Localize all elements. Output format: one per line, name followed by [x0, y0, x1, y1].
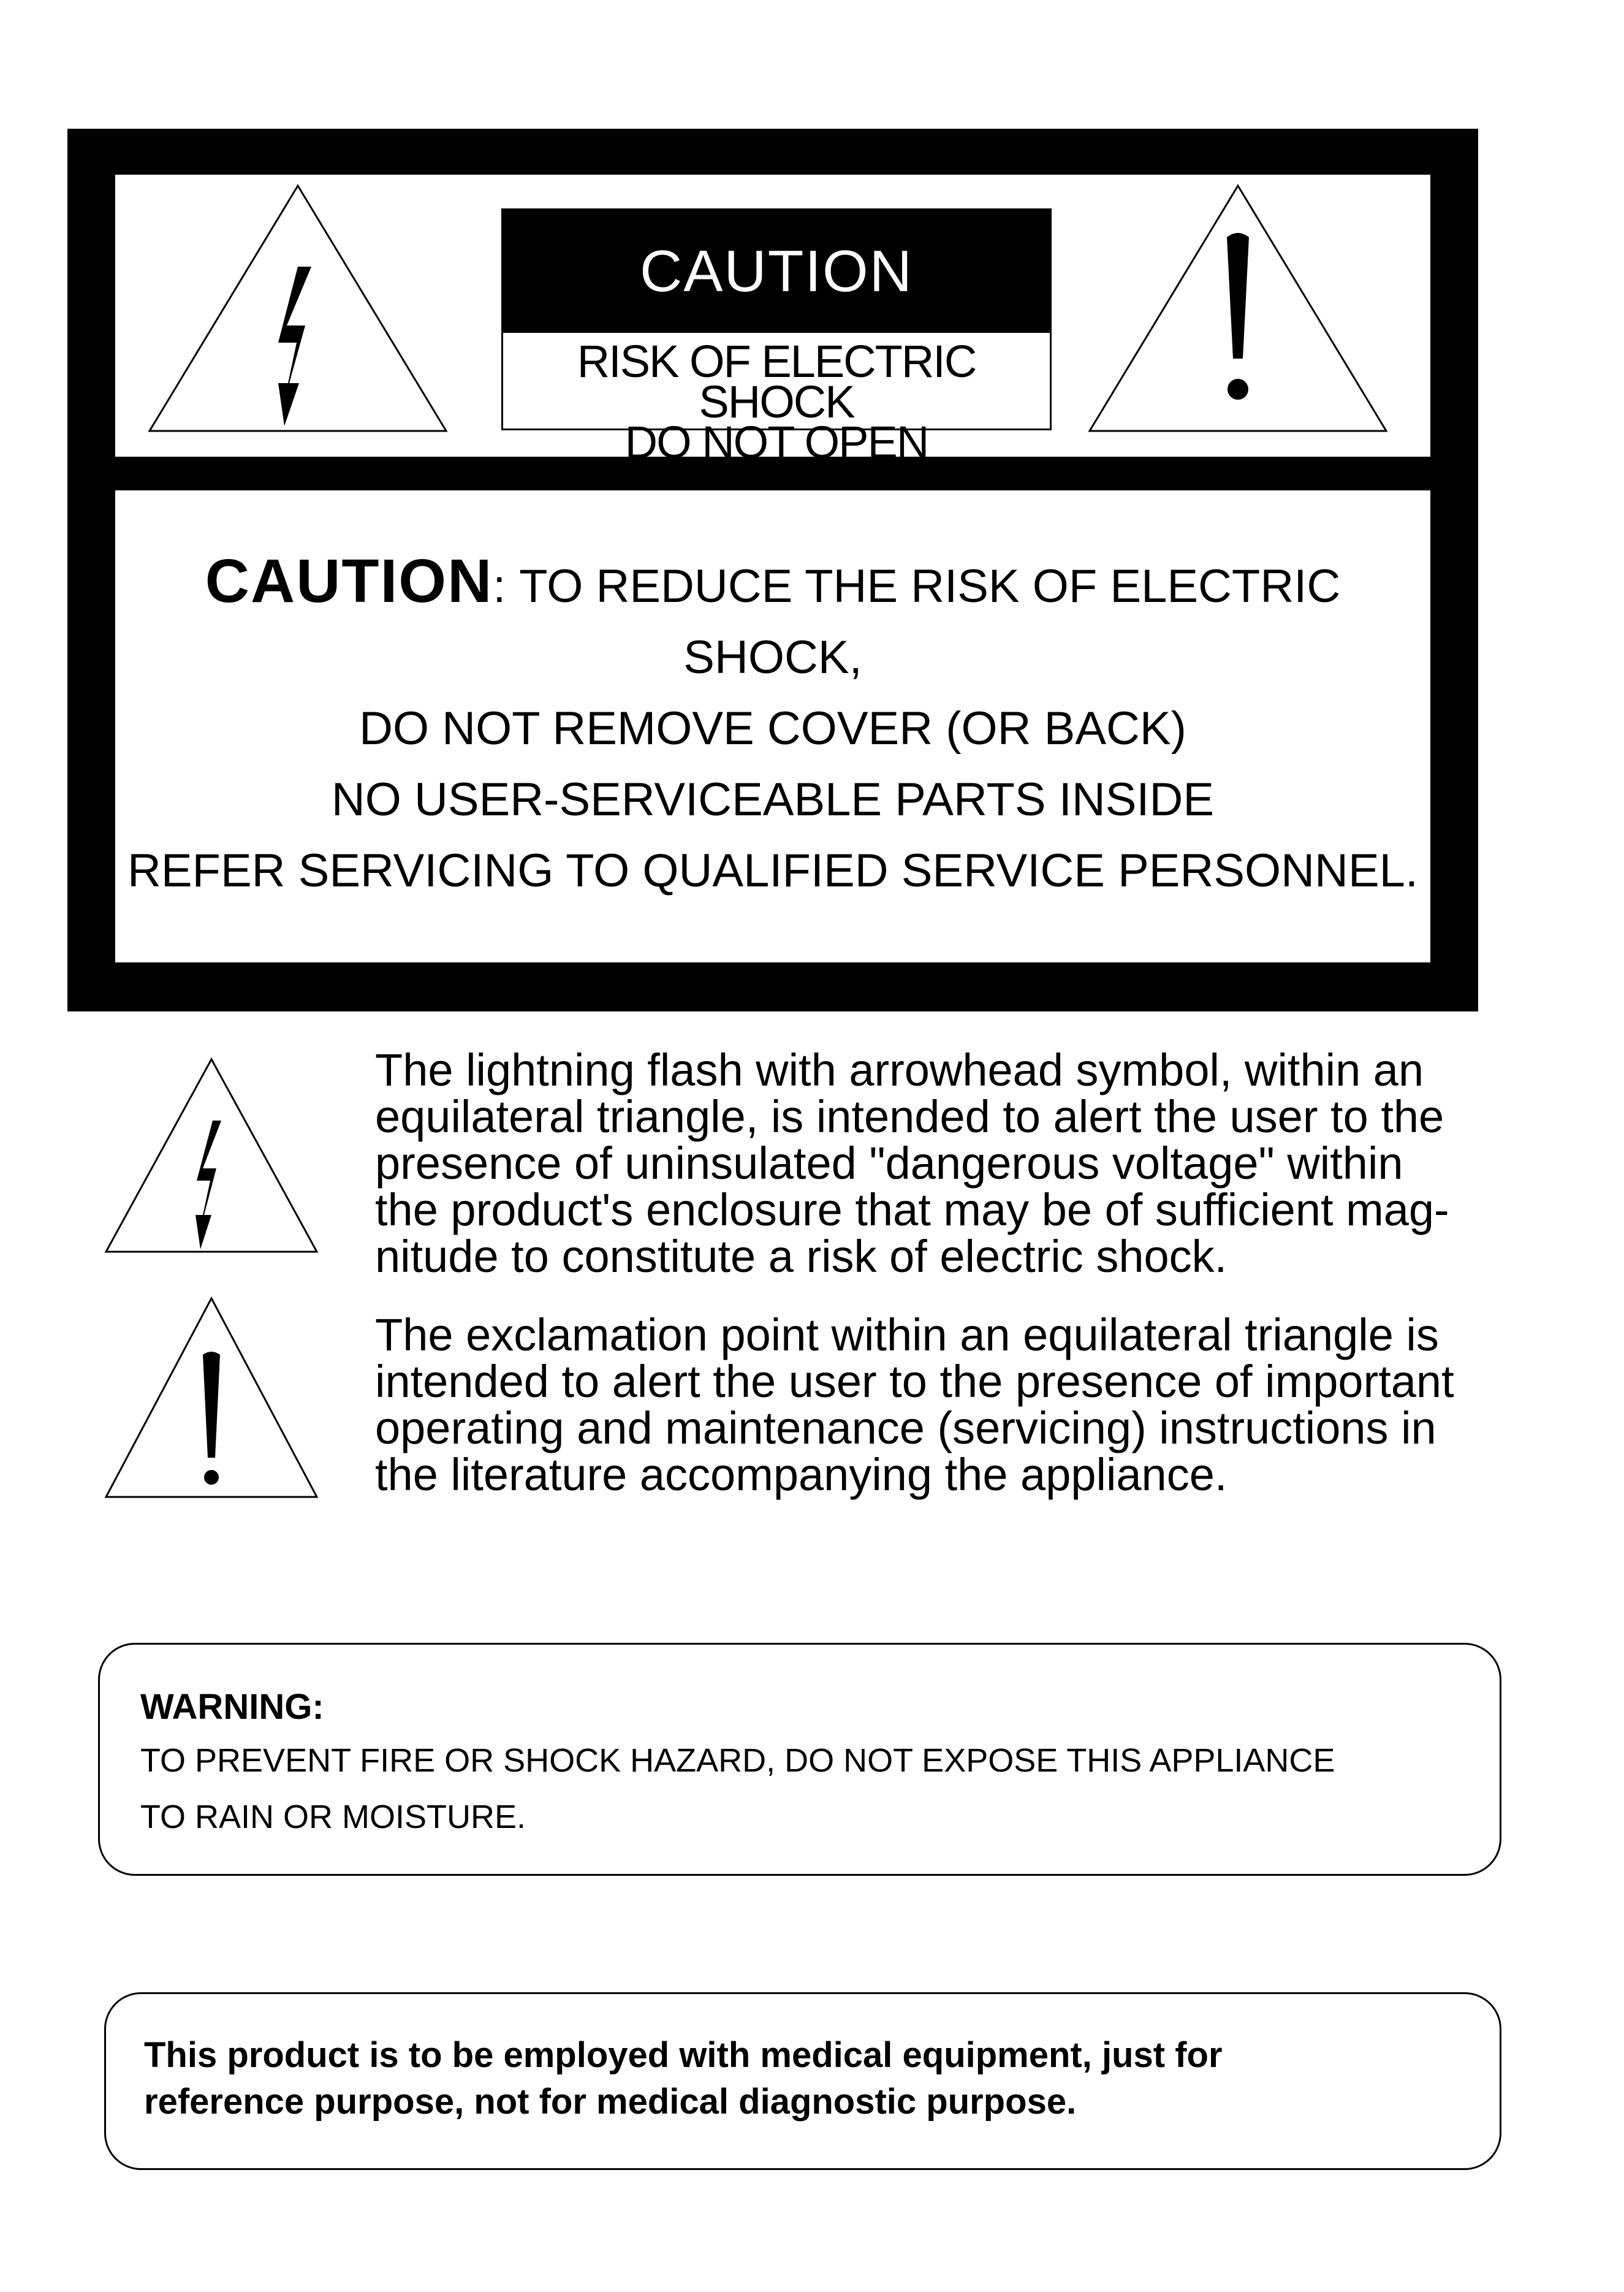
exclamation-desc-line-2: intended to alert the user to the presence of important [375, 1356, 1454, 1407]
warning-box [98, 1643, 1501, 1876]
lightning-desc-line-5: nitude to constitute a risk of electric shock. [375, 1231, 1227, 1282]
caution-label-panel [115, 175, 1430, 468]
lightning-triangle-icon [101, 1054, 322, 1257]
lightning-triangle-icon [145, 181, 451, 438]
lightning-symbol-description [375, 1047, 1490, 1280]
caution-label-bold: CAUTION [205, 547, 493, 615]
warning-line-1: TO PREVENT FIRE OR SHOCK HAZARD, DO NOT EXPOSE THIS APPLIANCE [140, 1742, 1335, 1779]
lightning-desc-line-2: equilateral triangle, is intended to alert the user to the [375, 1091, 1444, 1142]
caution-statement-line-1 [115, 546, 1430, 622]
exclamation-desc-line-3: operating and maintenance (servicing) instructions in [375, 1403, 1436, 1453]
exclamation-symbol-description [375, 1309, 1490, 1500]
caution-statement [115, 546, 1430, 907]
caution-label [501, 208, 1052, 468]
caution-statement-line-2: SHOCK, [683, 631, 862, 683]
warning-title: WARNING: [140, 1687, 324, 1727]
risk-line-2: DO NOT OPEN [624, 417, 928, 468]
exclamation-triangle-icon [1085, 181, 1391, 438]
lightning-desc-line-3: presence of uninsulated "dangerous voltage" within [375, 1138, 1403, 1189]
risk-line-1: RISK OF ELECTRIC SHOCK [577, 336, 976, 427]
caution-statement-line-4: NO USER-SERVICEABLE PARTS INSIDE [331, 774, 1215, 826]
medical-notice-line-2: reference purpose, not for medical diagnostic purpose. [144, 2082, 1077, 2122]
lightning-desc-line-4: the product's enclosure that may be of sufficient mag- [375, 1184, 1449, 1235]
exclamation-desc-line-1: The exclamation point within an equilateral triangle is [375, 1309, 1439, 1360]
exclamation-triangle-icon [101, 1293, 322, 1502]
caution-statement-panel [115, 490, 1430, 962]
caution-statement-line-5: REFER SERVICING TO QUALIFIED SERVICE PERSONNEL. [127, 845, 1419, 897]
risk-text [503, 333, 1050, 468]
medical-notice-line-1: This product is to be employed with medical equipment, just for [144, 2035, 1223, 2075]
caution-colon: : [493, 560, 507, 612]
caution-text-1: TO REDUCE THE RISK OF ELECTRIC [507, 560, 1341, 612]
caution-heading: CAUTION [503, 210, 1050, 333]
lightning-desc-line-1: The lightning flash with arrowhead symbol, within an [375, 1045, 1424, 1095]
caution-frame [67, 129, 1478, 1011]
medical-notice-box [104, 1992, 1501, 2170]
caution-statement-line-3: DO NOT REMOVE COVER (OR BACK) [359, 702, 1186, 755]
warning-line-2: TO RAIN OR MOISTURE. [140, 1799, 526, 1835]
exclamation-desc-line-4: the literature accompanying the appliance. [375, 1449, 1227, 1500]
